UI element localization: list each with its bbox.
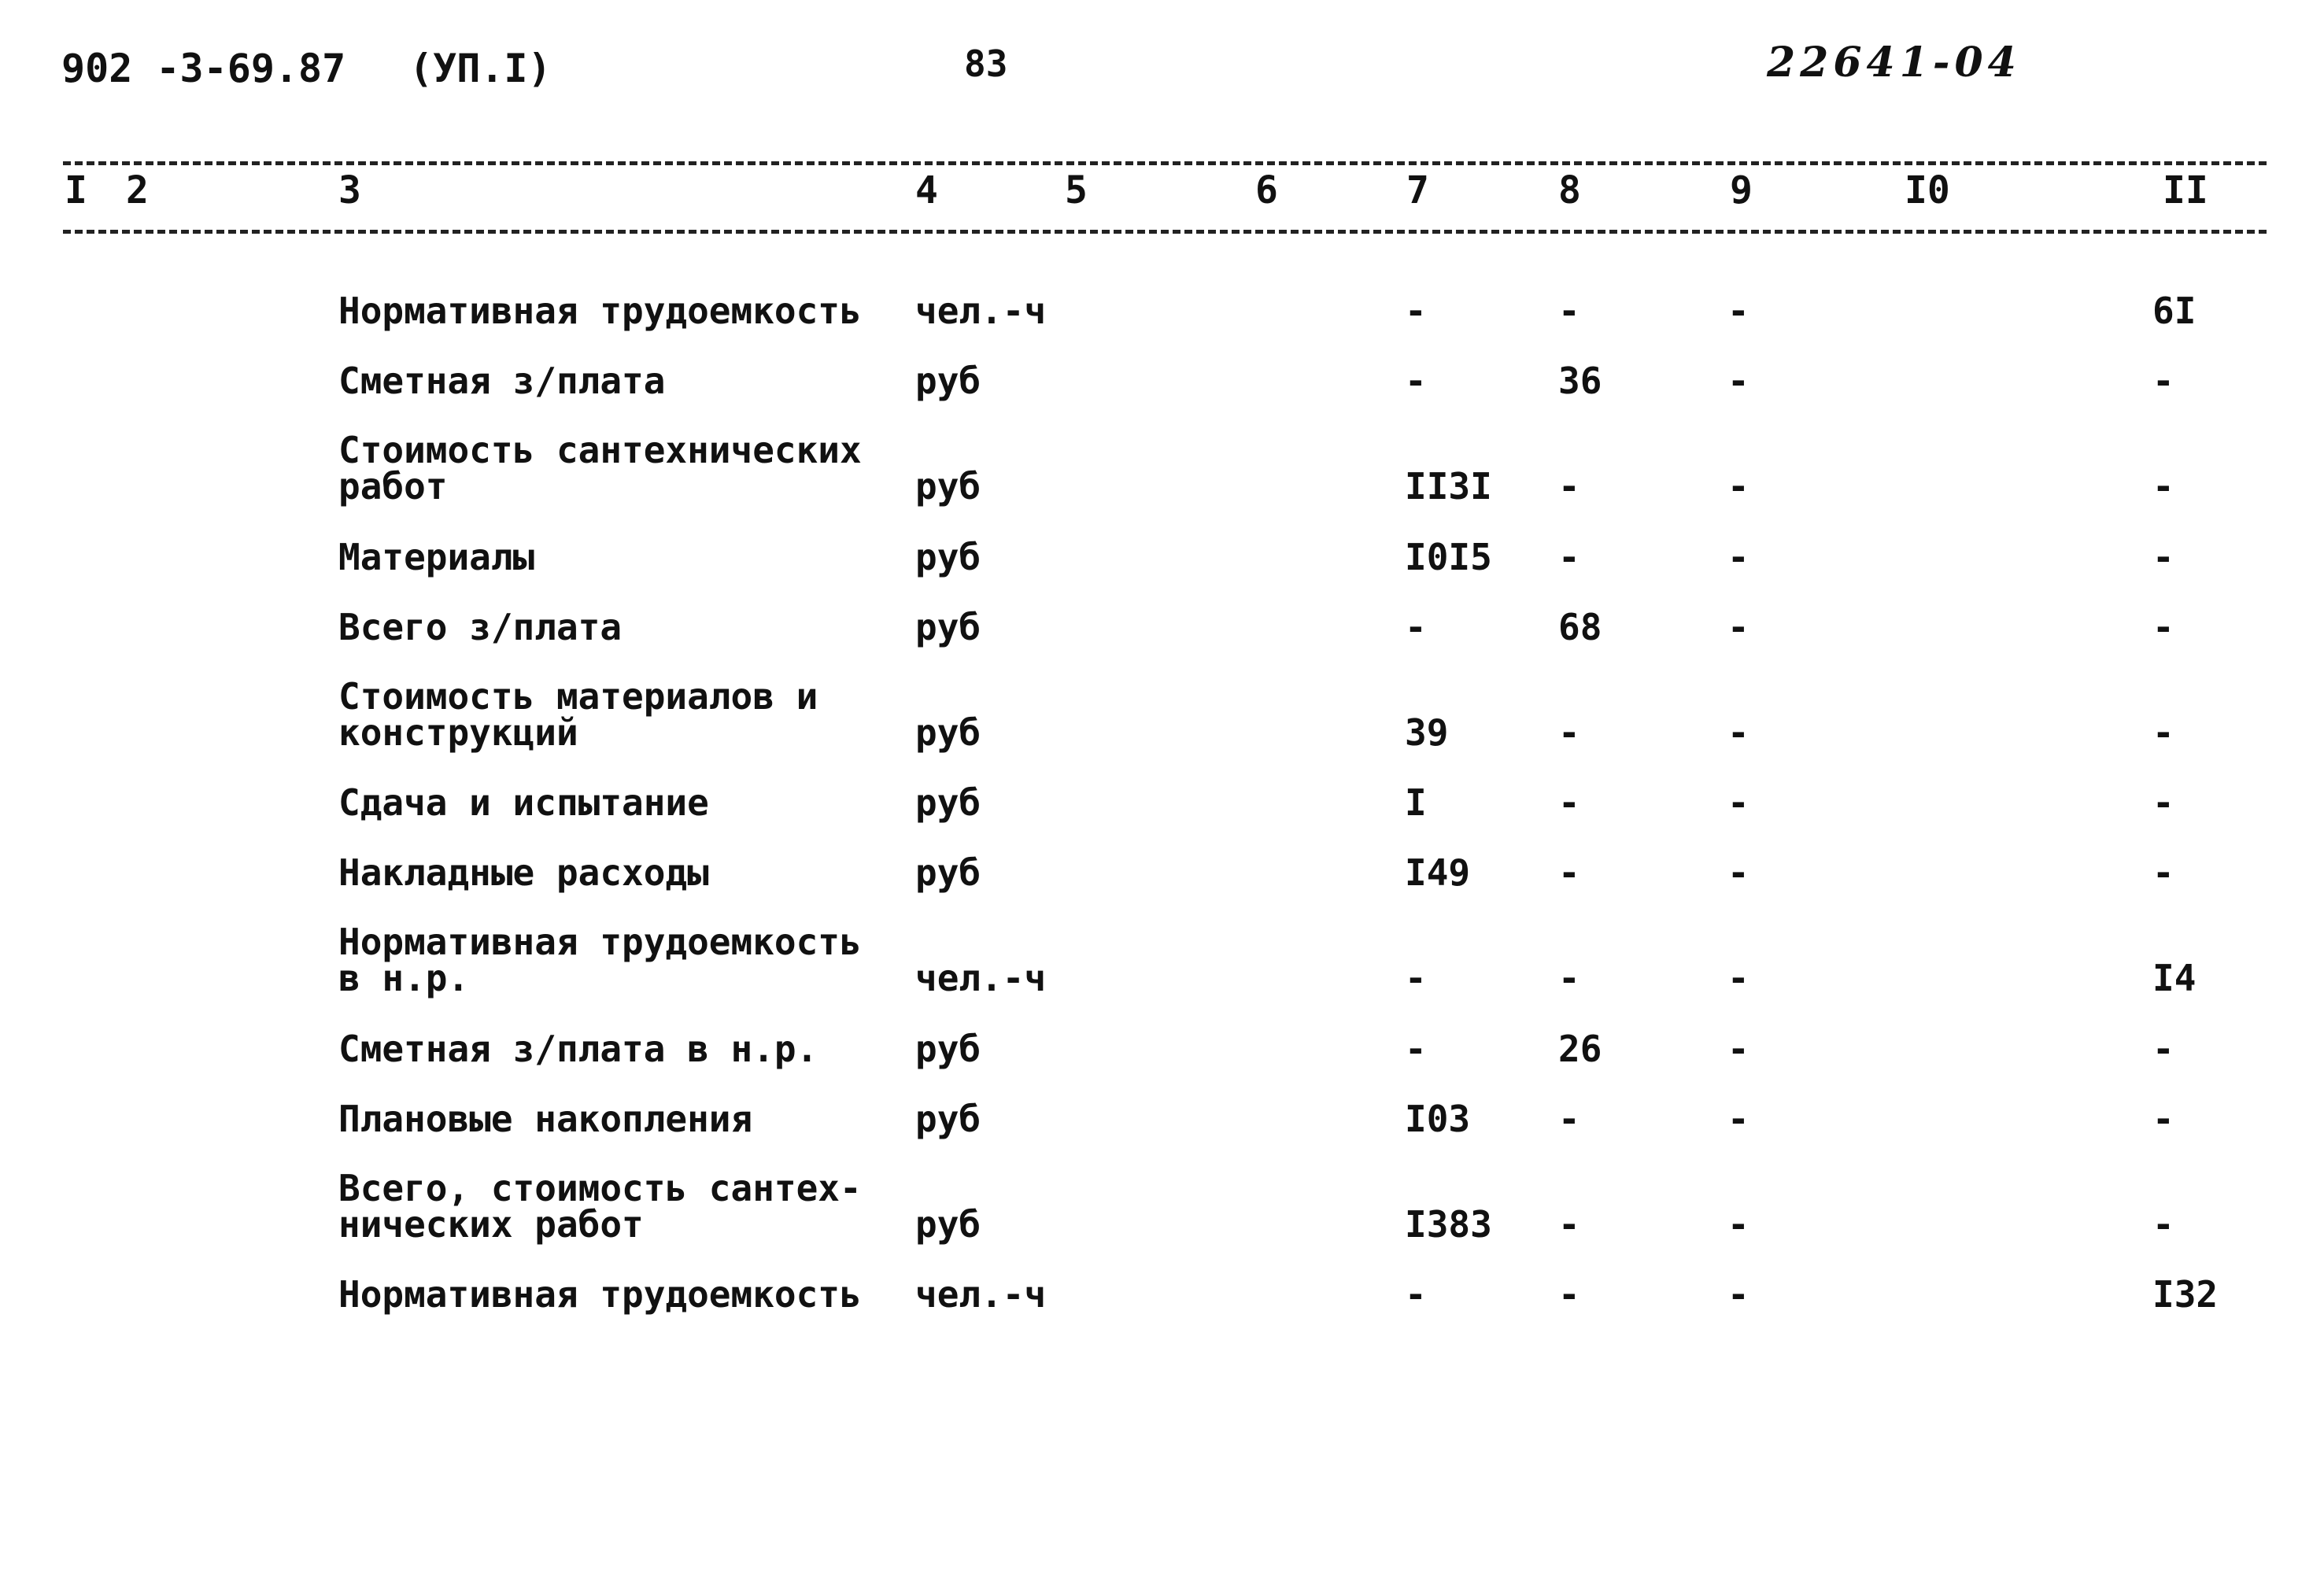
row-value-col8: -	[1558, 851, 1580, 894]
row-value-col7: I383	[1405, 1203, 1492, 1246]
row-value-col11: I32	[2152, 1273, 2219, 1316]
row-unit: чел.-ч	[915, 957, 1047, 999]
row-value-col11: -	[2152, 606, 2174, 648]
row-value-col11: -	[2152, 1203, 2174, 1246]
row-value-col7: -	[1405, 360, 1427, 402]
row-value-col7: II3I	[1405, 465, 1492, 508]
column-number: 5	[1065, 168, 1088, 212]
column-number: 7	[1406, 168, 1429, 212]
row-value-col9: -	[1727, 1273, 1749, 1316]
row-name: Всего, стоимость сантех- нических работ	[338, 1167, 862, 1246]
row-value-col8: -	[1558, 781, 1580, 824]
row-unit: руб	[915, 465, 981, 508]
row-name: Накладные расходы	[338, 851, 709, 894]
row-name: Стоимость сантехнических работ	[338, 429, 862, 508]
column-number: 2	[126, 168, 149, 212]
row-value-col8: -	[1558, 1203, 1580, 1246]
row-value-col11: -	[2152, 711, 2174, 754]
document-code: 902 -3-69.87	[61, 46, 346, 91]
table-header-top-rule	[63, 161, 2267, 165]
row-value-col9: -	[1727, 957, 1749, 999]
row-unit: руб	[915, 360, 981, 402]
row-value-col9: -	[1727, 1098, 1749, 1140]
row-value-col8: -	[1558, 290, 1580, 332]
row-value-col9: -	[1727, 851, 1749, 894]
row-name: Нормативная трудоемкость	[338, 290, 862, 332]
row-value-col8: -	[1558, 1273, 1580, 1316]
row-value-col7: -	[1405, 1273, 1427, 1316]
row-value-col8: 68	[1558, 606, 1602, 648]
row-value-col11: -	[2152, 1098, 2174, 1140]
row-value-col9: -	[1727, 290, 1749, 332]
column-number: 3	[338, 168, 361, 212]
column-number: II	[2163, 168, 2208, 212]
row-name: Нормативная трудоемкость	[338, 1273, 862, 1316]
row-name: Сдача и испытание	[338, 781, 709, 824]
row-unit: руб	[915, 1098, 981, 1140]
column-number: 9	[1730, 168, 1753, 212]
row-unit: руб	[915, 1203, 981, 1246]
row-value-col9: -	[1727, 606, 1749, 648]
row-name: Всего з/плата	[338, 606, 623, 648]
row-value-col11: I4	[2152, 957, 2197, 999]
row-name: Материалы	[338, 536, 535, 578]
row-unit: чел.-ч	[915, 1273, 1047, 1316]
row-value-col7: I49	[1405, 851, 1471, 894]
row-value-col7: -	[1405, 957, 1427, 999]
row-value-col11: -	[2152, 536, 2174, 578]
row-value-col11: 6I	[2152, 290, 2197, 332]
document-section: (УП.I)	[409, 46, 552, 91]
row-name: Плановые накопления	[338, 1098, 753, 1140]
row-value-col8: -	[1558, 536, 1580, 578]
column-number: 8	[1558, 168, 1581, 212]
row-unit: руб	[915, 711, 981, 754]
column-number: 6	[1255, 168, 1278, 212]
row-value-col9: -	[1727, 536, 1749, 578]
table-header-bottom-rule	[63, 230, 2267, 234]
row-value-col7: I	[1405, 781, 1427, 824]
row-value-col7: -	[1405, 1028, 1427, 1070]
row-name: Стоимость материалов и конструкций	[338, 675, 818, 754]
row-value-col9: -	[1727, 711, 1749, 754]
column-number: I	[65, 168, 87, 212]
row-value-col8: 36	[1558, 360, 1602, 402]
row-value-col11: -	[2152, 851, 2174, 894]
row-value-col7: -	[1405, 290, 1427, 332]
row-unit: руб	[915, 1028, 981, 1070]
row-value-col9: -	[1727, 360, 1749, 402]
row-value-col7: I03	[1405, 1098, 1471, 1140]
row-value-col9: -	[1727, 781, 1749, 824]
page-number: 83	[964, 42, 1008, 85]
row-name: Нормативная трудоемкость в н.р.	[338, 921, 862, 999]
archive-number: 22641-04	[1767, 39, 2021, 87]
row-value-col9: -	[1727, 465, 1749, 508]
row-unit: руб	[915, 781, 981, 824]
row-value-col9: -	[1727, 1028, 1749, 1070]
row-unit: чел.-ч	[915, 290, 1047, 332]
column-number: 4	[915, 168, 938, 212]
row-value-col11: -	[2152, 465, 2174, 508]
row-value-col11: -	[2152, 781, 2174, 824]
row-unit: руб	[915, 606, 981, 648]
row-value-col8: -	[1558, 1098, 1580, 1140]
row-value-col7: -	[1405, 606, 1427, 648]
row-value-col9: -	[1727, 1203, 1749, 1246]
row-value-col8: -	[1558, 465, 1580, 508]
row-value-col8: 26	[1558, 1028, 1602, 1070]
row-name: Сметная з/плата	[338, 360, 666, 402]
row-value-col11: -	[2152, 360, 2174, 402]
row-name: Сметная з/плата в н.р.	[338, 1028, 818, 1070]
row-value-col8: -	[1558, 957, 1580, 999]
column-number: I0	[1905, 168, 1950, 212]
row-value-col7: 39	[1405, 711, 1449, 754]
row-value-col11: -	[2152, 1028, 2174, 1070]
row-unit: руб	[915, 851, 981, 894]
row-unit: руб	[915, 536, 981, 578]
row-value-col8: -	[1558, 711, 1580, 754]
row-value-col7: I0I5	[1405, 536, 1492, 578]
